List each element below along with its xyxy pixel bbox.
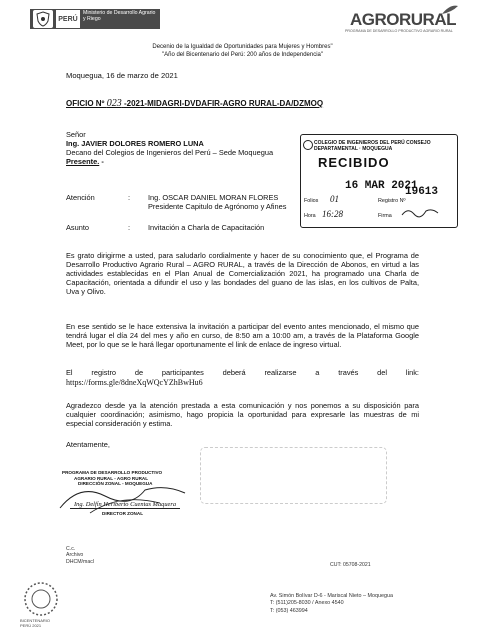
footer-phone-2: T: (053) 463994: [270, 607, 308, 614]
cc-label: C.c.: [66, 546, 76, 552]
oficio-reference: [66, 99, 323, 108]
bicentenario-title: BICENTENARIO: [20, 618, 51, 623]
stamp-hora-value: 16:28: [322, 209, 343, 219]
stamp-logo-icon: [303, 140, 313, 150]
signature-name: Ing. Delfín Heriberto Cuentas Maquera: [74, 501, 177, 508]
registration-link[interactable]: https://forms.gle/8dneXqWQcYZhBwHu6: [66, 378, 203, 387]
stamp-folios-label: Folios: [304, 198, 319, 204]
paragraph-4: Agradezco desde ya la atención prestada a esta comunicación y nos ponemos a su disposición para cualquier coordinación; asimismo, hago propicia la oportunidad para expresarle las muestras de mi especial consideración y estima.: [66, 401, 419, 428]
bicentenario-label: [20, 618, 50, 628]
closing: Atentamente,: [66, 440, 110, 449]
cc-archivo: Archivo: [66, 552, 84, 559]
recipient-name: Ing. JAVIER DOLORES ROMERO LUNA: [66, 139, 204, 148]
ministry-text: Ministerio de Desarrollo Agrario y Riego: [83, 10, 156, 22]
agrorural-leaf-icon: [440, 4, 460, 16]
cut-number: CUT: 05708-2021: [330, 562, 371, 568]
stamp-registro-label: Registro Nº: [378, 198, 406, 204]
place-date: Moquegua, 16 de marzo de 2021: [66, 71, 178, 80]
peru-label: PERÚ: [56, 10, 80, 28]
oficio-suffix: -2021-MIDAGRI-DVDAFIR-AGRO RURAL-DA/DZMOQ: [123, 99, 324, 108]
paragraph-3: El registro de participantes deberá realizarse a través del link:: [66, 368, 419, 377]
decenio-line-1: Decenio de la Igualdad de Oportunidades para Mujeres y Hombres": [152, 44, 333, 50]
cc-block: [66, 546, 94, 565]
atencion-colon: :: [128, 193, 131, 202]
stamp-received: RECIBIDO: [318, 155, 390, 170]
stamp-hora-label: Hora: [304, 213, 316, 219]
bicentenario-logo-icon: [22, 580, 60, 618]
signature-org-line-2: AGRARIO RURAL - AGRO RURAL: [74, 475, 149, 481]
asunto-text: Invitación a Charla de Capacitación: [148, 223, 265, 232]
agrorural-subtitle: PROGRAMA DE DESARROLLO PRODUCTIVO AGRARIO RURAL: [345, 29, 453, 33]
asunto-label: Asunto: [66, 223, 90, 232]
oficio-number: 023: [106, 98, 122, 109]
stamp-folios-value: 01: [330, 194, 339, 204]
signature-line: [70, 508, 180, 509]
recipient-presente: Presente.: [66, 157, 100, 166]
signature-org-line-1: PROGRAMA DE DESARROLLO PRODUCTIVO: [62, 470, 163, 475]
decenio-header: [0, 43, 485, 59]
cc-initials: DHCM/macl: [66, 558, 94, 565]
decenio-line-2: "Año del Bicentenario del Perú: 200 años de Independencia": [161, 52, 324, 58]
paragraph-2: En ese sentido se le hace extensiva la invitación a participar del evento antes mencionado, el mismo que tendrá lugar el día 24 del mes y año en curso, de 8:50 am a 10:00 am, a través de la Plataforma Google Meet, por lo que se le hará llegar oportunamente el link de enlace de ingreso virtual.: [66, 322, 419, 349]
asunto-colon: :: [128, 223, 131, 232]
footer-address-block: [270, 593, 393, 615]
recipient-city: [66, 157, 104, 166]
stamp-org: COLEGIO DE INGENIEROS DEL PERÚ CONSEJO DEPARTAMENTAL · MOQUEGUA: [314, 140, 431, 152]
salutation: Señor: [66, 130, 86, 139]
atencion-name: Ing. OSCAR DANIEL MORAN FLORES: [148, 193, 279, 202]
stamp-date: 16 MAR 2021: [345, 180, 418, 192]
stamp-firma-label: Firma: [378, 213, 392, 219]
footer-phone-1: T: (511)205-8030 / Anexo 4540: [270, 600, 344, 607]
recipient-title: Decano del Colegios de Ingenieros del Perú – Sede Moquegua: [66, 148, 274, 157]
footer-address: Av. Simón Bolívar D-6 - Mariscal Nieto – Moquegua: [270, 593, 393, 599]
agrorural-logo: AGRORURAL: [350, 10, 456, 29]
stamp-registry-number: 19613: [405, 186, 439, 198]
peru-shield-icon: [33, 10, 53, 28]
stamp-signature-icon: [400, 205, 440, 219]
recipient-dash: -: [101, 157, 104, 166]
atencion-label: Atención: [66, 193, 95, 202]
signature-org-line-3: DIRECCIÓN ZONAL - MOQUEGUA: [78, 481, 153, 487]
paragraph-1: Es grato dirigirme a usted, para saludarlo cordialmente y hacer de su conocimiento que, el Programa de Desarrollo Productivo Agrario Rural – AGRO RURAL, a través de la Dirección de Abonos, en virtud a las actividades establecidas en el Plan Anual de Comercialización 2021, ha programado una Charla de Capacitación, orientada a difundir el uso y las bondades del guano de las islas, en los cultivos de Palta, Uva y Olivo.: [66, 251, 419, 296]
signature-org: [62, 470, 162, 487]
oficio-prefix: OFICIO Nº: [66, 99, 105, 108]
bicentenario-sub: PERÚ 2021: [20, 623, 42, 628]
faint-seal: [200, 447, 387, 504]
signature-role: DIRECTOR ZONAL: [102, 511, 144, 516]
atencion-title: Presidente Capitulo de Agrónomo y Afines: [148, 202, 287, 211]
